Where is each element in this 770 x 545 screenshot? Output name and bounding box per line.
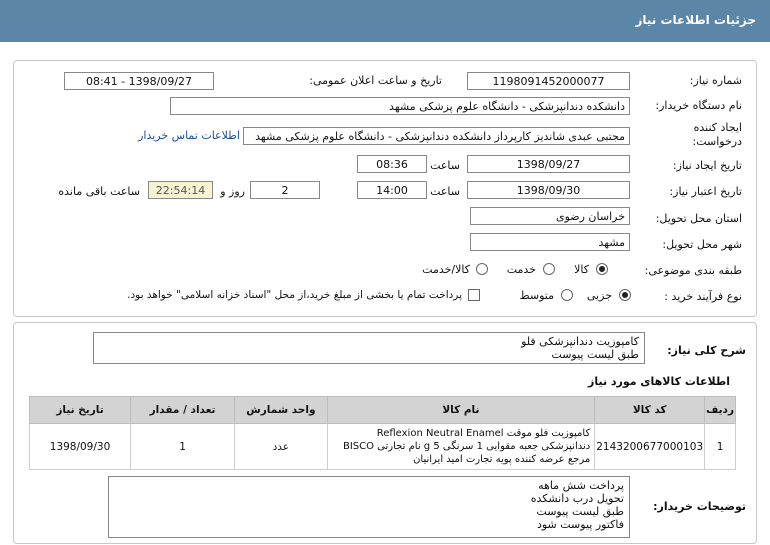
days-label: روز و (220, 185, 245, 198)
announce-date-label: تاریخ و ساعت اعلان عمومی: (309, 74, 442, 87)
treasury-payment-note: پرداخت تمام یا بخشی از مبلغ خرید،از محل "اسناد خزانه اسلامی" خواهد بود. (127, 289, 462, 301)
row-code: 2143200677000103 (595, 424, 705, 470)
province-field: خراسان رضوی (470, 207, 630, 225)
creator-label-line1: ایجاد کننده (693, 121, 742, 134)
category-service-radio[interactable] (543, 263, 555, 275)
created-time-label: ساعت (430, 159, 460, 172)
category-goods-service-label: کالا/خدمت (422, 263, 470, 276)
province-label: استان محل تحویل: (655, 212, 742, 225)
countdown-field: 22:54:14 (148, 181, 213, 199)
remaining-days-field: 2 (250, 181, 320, 199)
creator-field: مجتبی عبدی شاندیز کارپرداز دانشکده دندانپزشکی - دانشگاه علوم پزشکی مشهد (243, 127, 630, 145)
treasury-payment-checkbox[interactable] (468, 289, 480, 301)
buyer-field: دانشکده دندانپزشکی - دانشگاه علوم پزشکی مشهد (170, 97, 630, 115)
row-qty: 1 (131, 424, 235, 470)
row-unit: عدد (235, 424, 327, 470)
city-field: مشهد (470, 233, 630, 251)
row-name: کامپوزیت فلو موقت Reflexion Neutral Enamel دندانپزشکی جعبه مقوایی 1 سرنگی 5 g نام تجارتی BISCO مرجع عرضه کننده پویه تجارت امید ایرانیان (327, 424, 595, 470)
summary-label: شرح کلی نیاز: (667, 344, 746, 357)
col-index: ردیف (705, 397, 736, 424)
items-heading: اطلاعات کالاهای مورد نیاز (588, 375, 730, 388)
page-title: جزئیات اطلاعات نیاز (635, 13, 756, 27)
process-medium-radio[interactable] (561, 289, 573, 301)
validity-date-label: تاریخ اعتبار نیاز: (669, 185, 742, 198)
items-table (29, 396, 736, 470)
process-type-label: نوع فرآیند خرید : (664, 290, 742, 303)
need-number-field: 1198091452000077 (467, 72, 630, 90)
category-label: طبقه بندی موضوعی: (644, 264, 742, 277)
process-minor-label: جزیی (586, 289, 612, 302)
row-index: 1 (705, 424, 736, 470)
category-goods-service-radio[interactable] (476, 263, 488, 275)
need-number-label: شماره نیاز: (689, 74, 742, 87)
validity-time-label: ساعت (430, 185, 460, 198)
buyer-contact-link[interactable]: اطلاعات تماس خریدار (138, 129, 240, 142)
created-date-field: 1398/09/27 (467, 155, 630, 173)
remaining-time-label: ساعت باقی مانده (58, 185, 140, 198)
creator-label-line2: درخواست: (692, 135, 742, 148)
created-date-label: تاریخ ایجاد نیاز: (672, 159, 742, 172)
city-label: شهر محل تحویل: (662, 238, 742, 251)
items-table-header (30, 397, 736, 424)
buyer-notes-label: توضیحات خریدار: (653, 500, 746, 513)
table-row (30, 424, 736, 470)
summary-field: کامپوزیت دندانپزشکی فلو طبق لیست پیوست (93, 332, 645, 364)
row-date: 1398/09/30 (30, 424, 131, 470)
created-time-field: 08:36 (357, 155, 427, 173)
col-qty: تعداد / مقدار (131, 397, 235, 424)
validity-date-field: 1398/09/30 (467, 181, 630, 199)
category-goods-label: کالا (574, 263, 589, 276)
title-bar (0, 0, 770, 42)
col-date: تاریخ نیاز (30, 397, 131, 424)
col-code: کد کالا (595, 397, 705, 424)
category-service-label: خدمت (506, 263, 536, 276)
col-name: نام کالا (327, 397, 595, 424)
category-goods-radio[interactable] (596, 263, 608, 275)
col-unit: واحد شمارش (235, 397, 327, 424)
buyer-label: نام دستگاه خریدار: (655, 99, 742, 112)
process-minor-radio[interactable] (619, 289, 631, 301)
validity-time-field: 14:00 (357, 181, 427, 199)
process-medium-label: متوسط (519, 289, 554, 302)
buyer-notes-field: پرداخت شش ماهه تحویل درب دانشکده طبق لیست پیوست فاکتور پیوست شود (108, 476, 630, 538)
announce-date-field: 1398/09/27 - 08:41 (64, 72, 214, 90)
